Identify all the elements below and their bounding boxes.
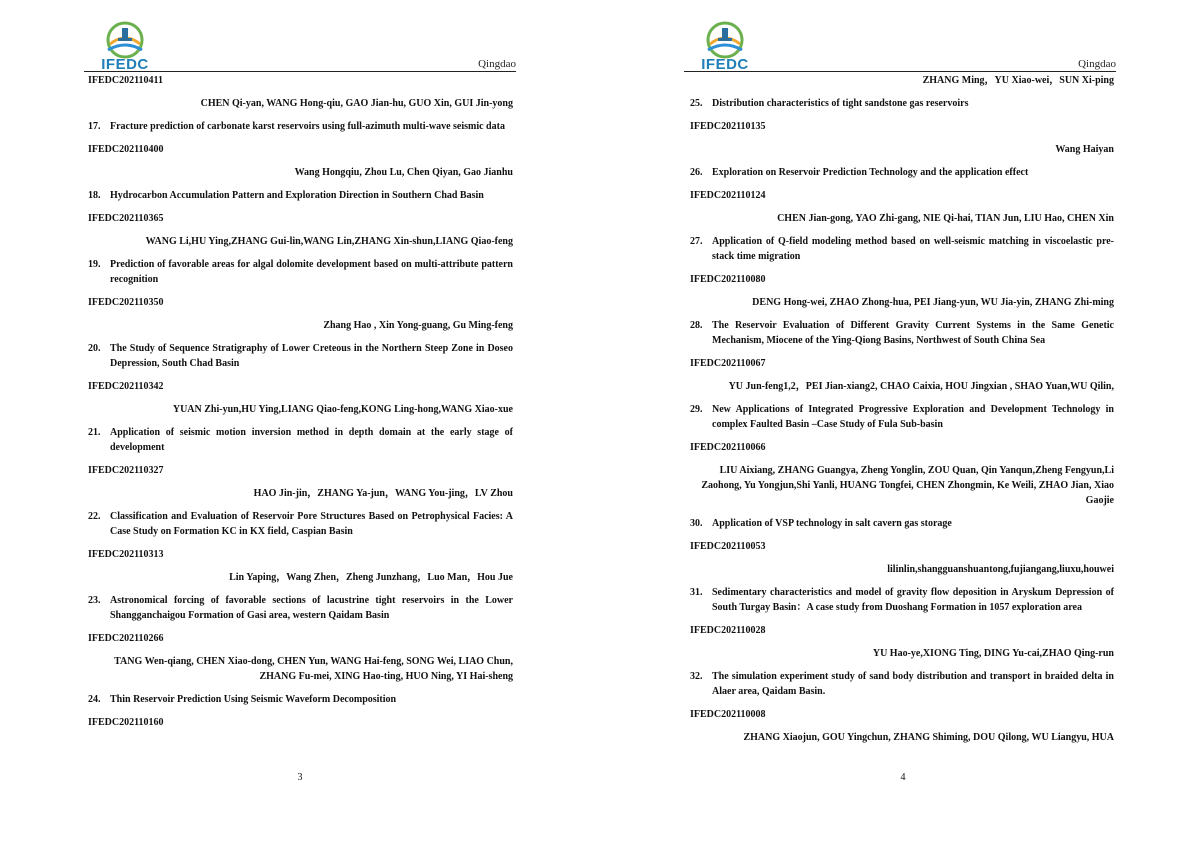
paper-entry: [88, 188, 513, 203]
paper-authors: Wang Haiyan: [1055, 144, 1114, 155]
paper-code: IFEDC202110160: [88, 717, 164, 728]
paper-title: Prediction of favorable areas for algal dolomite development based on multi-attribute pattern recognition: [110, 259, 513, 285]
paper-title: New Applications of Integrated Progressive Exploration and Development Technology in complex Faulted Basin –Case Study of Fula Sub-basin: [712, 404, 1114, 430]
paper-number: 28.: [690, 320, 703, 331]
header-divider: [684, 71, 1116, 72]
paper-code: IFEDC202110342: [88, 381, 164, 392]
logo-text: IFEDC: [101, 56, 149, 73]
paper-authors: Zhang Hao , Xin Yong-guang, Gu Ming-feng: [323, 320, 513, 331]
ifedc-logo: [92, 20, 158, 74]
paper-number: 29.: [690, 404, 703, 415]
paper-number: 27.: [690, 236, 703, 247]
paper-code: IFEDC202110008: [690, 709, 766, 720]
paper-title: Classification and Evaluation of Reservoir Pore Structures Based on Petrophysical Facies: A Case Study on Formation KC in KX field, Caspian Basin: [110, 511, 513, 537]
paper-title: Sedimentary characteristics and model of gravity flow deposition in Aryskum Depression of South Turgay Basin：A case study from Duoshang Formation in 1057 exploration area: [712, 587, 1114, 613]
paper-code: IFEDC202110365: [88, 213, 164, 224]
paper-title: The simulation experiment study of sand body distribution and transport in braided delta in Alaer area, Qaidam Basin.: [712, 671, 1114, 697]
paper-code: IFEDC202110028: [690, 625, 766, 636]
paper-code: IFEDC202110124: [690, 190, 766, 201]
paper-code: IFEDC202110080: [690, 274, 766, 285]
paper-title: Application of Q-field modeling method based on well-seismic matching in viscoelastic pre-stack time migration: [712, 236, 1114, 262]
paper-code: IFEDC202110067: [690, 358, 766, 369]
paper-title: Astronomical forcing of favorable sections of lacustrine tight reservoirs in the Lower Shangganchaigou Formation of Gasi area, western Qaidam Basin: [110, 595, 513, 621]
paper-authors: DENG Hong-wei, ZHAO Zhong-hua, PEI Jiang-yun, WU Jia-yin, ZHANG Zhi-ming: [752, 297, 1114, 308]
paper-number: 31.: [690, 587, 703, 598]
paper-title: The Study of Sequence Stratigraphy of Lower Creteous in the Northern Steep Zone in Doseo Depression, South Chad Basin: [110, 343, 513, 369]
paper-number: 17.: [88, 121, 101, 132]
page-content: [88, 73, 513, 738]
paper-code: IFEDC202110066: [690, 442, 766, 453]
paper-entry: [88, 119, 513, 134]
paper-authors: YU Jun-feng1,2，PEI Jian-xiang2, CHAO Caixia, HOU Jingxian , SHAO Yuan,WU Qilin,: [728, 381, 1114, 392]
page-left: [0, 0, 595, 842]
paper-title: The Reservoir Evaluation of Different Gravity Current Systems in the Same Genetic Mechanism, Miocene of the Ying-Qiong Basins, Northwest of South China Sea: [712, 320, 1114, 346]
paper-authors: ZHANG Ming，YU Xiao-wei，SUN Xi-ping: [922, 75, 1114, 86]
paper-number: 26.: [690, 167, 703, 178]
paper-title: Fracture prediction of carbonate karst reservoirs using full-azimuth multi-wave seismic data: [110, 121, 505, 132]
paper-entry: [690, 165, 1114, 180]
page-content: [690, 73, 1114, 753]
paper-entry: [690, 318, 1114, 348]
paper-number: 21.: [88, 427, 101, 438]
paper-number: 18.: [88, 190, 101, 201]
logo-emblem-icon: [92, 20, 158, 60]
paper-entry: [690, 516, 1114, 531]
paper-authors: ZHANG Xiaojun, GOU Yingchun, ZHANG Shiming, DOU Qilong, WU Liangyu, HUA: [743, 732, 1114, 743]
header-city: Qingdao: [1078, 58, 1116, 70]
paper-authors: LIU Aixiang, ZHANG Guangya, Zheng Yonglin, ZOU Quan, Qin Yanqun,Zheng Fengyun,Li Zaohong, Yu Yongjun,Shi Yanli, HUANG Tongfei, CHEN Zhongmin, Ke Weili, ZHAO Jian, Xiao Gaojie: [701, 465, 1114, 506]
paper-entry: [690, 96, 1114, 111]
paper-number: 32.: [690, 671, 703, 682]
paper-entry: [690, 585, 1114, 615]
paper-entry: [88, 257, 513, 287]
paper-authors: HAO Jin-jin，ZHANG Ya-jun，WANG You-jing，LV Zhou: [253, 488, 513, 499]
paper-authors: CHEN Qi-yan, WANG Hong-qiu, GAO Jian-hu, GUO Xin, GUI Jin-yong: [200, 98, 513, 109]
paper-code: IFEDC202110327: [88, 465, 164, 476]
paper-title: Exploration on Reservoir Prediction Technology and the application effect: [712, 167, 1029, 178]
paper-entry: [88, 341, 513, 371]
paper-entry: [88, 692, 513, 707]
paper-code: IFEDC202110266: [88, 633, 164, 644]
paper-title: Distribution characteristics of tight sandstone gas reservoirs: [712, 98, 969, 109]
paper-number: 19.: [88, 259, 101, 270]
paper-code: IFEDC202110135: [690, 121, 766, 132]
paper-entry: [88, 425, 513, 455]
paper-number: 23.: [88, 595, 101, 606]
paper-authors: Lin Yaping，Wang Zhen，Zheng Junzhang，Luo Man，Hou Jue: [229, 572, 513, 583]
logo-emblem-icon: [692, 20, 758, 60]
page-number: 4: [900, 772, 906, 783]
paper-number: 25.: [690, 98, 703, 109]
paper-code: IFEDC202110400: [88, 144, 164, 155]
header-city: Qingdao: [478, 58, 516, 70]
paper-entry: [88, 509, 513, 539]
paper-authors: WANG Li,HU Ying,ZHANG Gui-lin,WANG Lin,ZHANG Xin-shun,LIANG Qiao-feng: [145, 236, 513, 247]
paper-number: 24.: [88, 694, 101, 705]
ifedc-logo: [692, 20, 758, 74]
paper-number: 20.: [88, 343, 101, 354]
paper-authors: YUAN Zhi-yun,HU Ying,LIANG Qiao-feng,KONG Ling-hong,WANG Xiao-xue: [172, 404, 513, 415]
paper-authors: CHEN Jian-gong, YAO Zhi-gang, NIE Qi-hai, TIAN Jun, LIU Hao, CHEN Xin: [777, 213, 1114, 224]
paper-authors: YU Hao-ye,XIONG Ting, DING Yu-cai,ZHAO Qing-run: [872, 648, 1114, 659]
logo-text: IFEDC: [701, 56, 749, 73]
paper-code: IFEDC202110411: [88, 75, 164, 86]
paper-title: Thin Reservoir Prediction Using Seismic Waveform Decomposition: [110, 694, 397, 705]
paper-authors: TANG Wen-qiang, CHEN Xiao-dong, CHEN Yun, WANG Hai-feng, SONG Wei, LIAO Chun, ZHANG Fu-mei, XING Hao-ting, HUO Ning, YI Hai-sheng: [114, 656, 513, 682]
paper-title: Application of VSP technology in salt cavern gas storage: [712, 518, 952, 529]
paper-entry: [690, 234, 1114, 264]
paper-number: 22.: [88, 511, 101, 522]
page-right: [596, 0, 1191, 842]
paper-entry: [690, 402, 1114, 432]
paper-code: IFEDC202110350: [88, 297, 164, 308]
paper-code: IFEDC202110313: [88, 549, 164, 560]
paper-code: IFEDC202110053: [690, 541, 766, 552]
paper-title: Hydrocarbon Accumulation Pattern and Exploration Direction in Southern Chad Basin: [110, 190, 484, 201]
paper-authors: Wang Hongqiu, Zhou Lu, Chen Qiyan, Gao Jianhu: [294, 167, 513, 178]
paper-number: 30.: [690, 518, 703, 529]
paper-entry: [690, 669, 1114, 699]
paper-authors: lilinlin,shangguanshuantong,fujiangang,liuxu,houwei: [887, 564, 1114, 575]
page-number: 3: [297, 772, 303, 783]
paper-entry: [88, 593, 513, 623]
paper-title: Application of seismic motion inversion method in depth domain at the early stage of development: [110, 427, 513, 453]
header-divider: [84, 71, 516, 72]
